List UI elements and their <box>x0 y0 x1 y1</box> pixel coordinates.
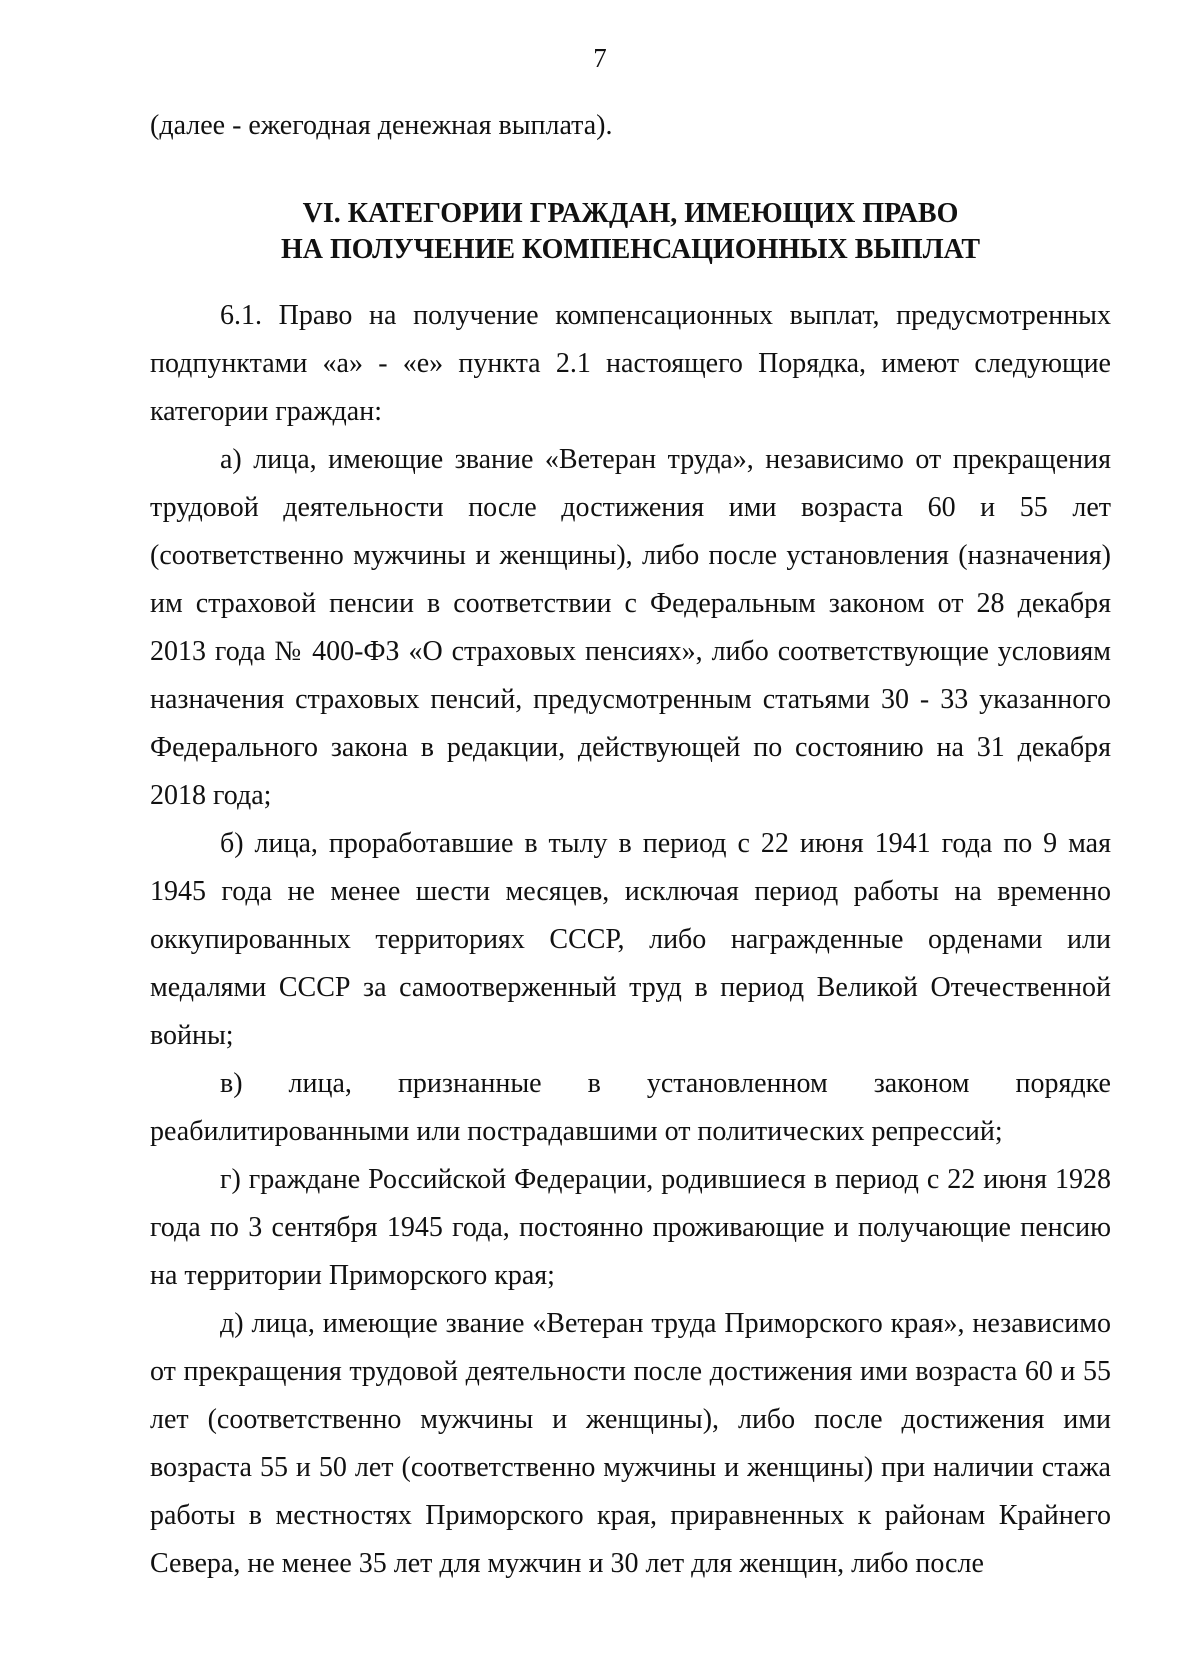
intro-paragraph: (далее - ежегодная денежная выплата). <box>150 110 613 141</box>
page-number: 7 <box>593 43 607 73</box>
paragraph-v: в) лица, признанные в установленном законом порядке реабилитированными или пострадавшими от политических репрессий; <box>150 1068 1111 1147</box>
paragraph-6-1: 6.1. Право на получение компенсационных выплат, предусмотренных подпунктами «а» - «е» пункта 2.1 настоящего Порядка, имеют следующие категории граждан: <box>150 300 1111 427</box>
intro-text <box>150 102 1111 150</box>
section-body <box>150 292 1111 1588</box>
paragraph-a: а) лица, имеющие звание «Ветеран труда», независимо от прекращения трудовой деятельности после достижения ими возраста 60 и 55 лет (соответственно мужчины и женщины), либо после установления (назначения) им страховой пенсии в соответствии с Федеральным законом от 28 декабря 2013 года № 400-ФЗ «О страховых пенсиях», либо соответствующие условиям назначения страховых пенсий, предусмотренным статьями 30 - 33 указанного Федерального закона в редакции, действующей по состоянию на 31 декабря 2018 года; <box>150 444 1111 811</box>
paragraph-g: г) граждане Российской Федерации, родившиеся в период с 22 июня 1928 года по 3 сентября 1945 года, постоянно проживающие и получающие пенсию на территории Приморского края; <box>150 1164 1111 1291</box>
section-heading-line-1: VI. КАТЕГОРИИ ГРАЖДАН, ИМЕЮЩИХ ПРАВО <box>302 198 959 229</box>
paragraph-b: б) лица, проработавшие в тылу в период с 22 июня 1941 года по 9 мая 1945 года не менее шести месяцев, исключая период работы на временно оккупированных территориях СССР, либо награжденные орденами или медалями СССР за самоотверженный труд в период Великой Отечественной войны; <box>150 828 1111 1051</box>
section-heading <box>150 196 1111 268</box>
paragraph-d: д) лица, имеющие звание «Ветеран труда Приморского края», независимо от прекращения трудовой деятельности после достижения ими возраста 60 и 55 лет (соответственно мужчины и женщины), либо после достижения ими возраста 55 и 50 лет (соответственно мужчины и женщины) при наличии стажа работы в местностях Приморского края, приравненных к районам Крайнего Севера, не менее 35 лет для мужчин и 30 лет для женщин, либо после <box>150 1308 1111 1579</box>
section-heading-line-2: НА ПОЛУЧЕНИЕ КОМПЕНСАЦИОННЫХ ВЫПЛАТ <box>281 234 980 265</box>
